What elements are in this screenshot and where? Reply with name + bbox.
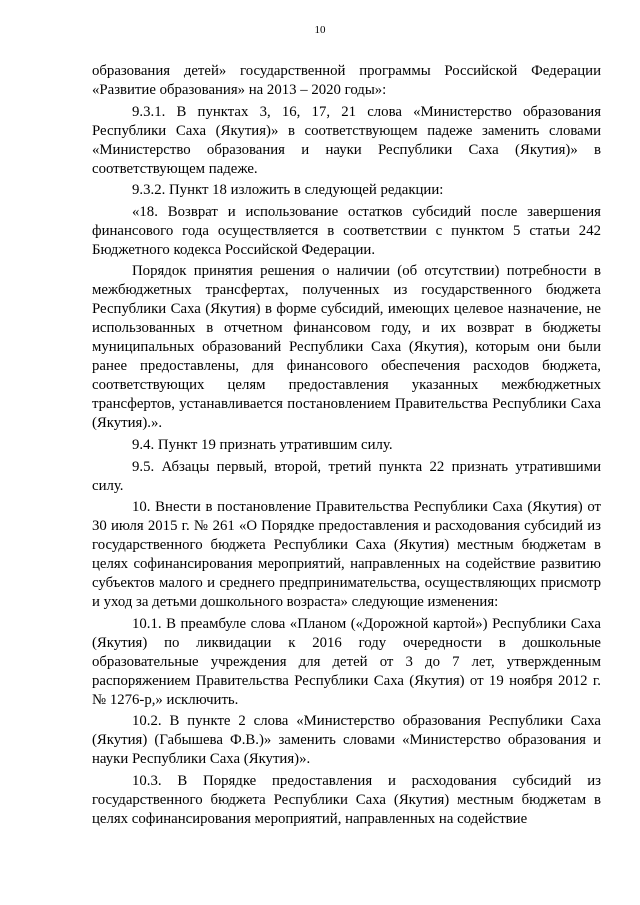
paragraph: «18. Возврат и использование остатков субсидий после завершения финансового года осуществляется в соответствии с пунктом 5 статьи 242 Бюджетного кодекса Российской Федерации. bbox=[92, 203, 601, 258]
paragraph: 10.1. В преамбуле слова «Планом («Дорожной картой») Республики Саха (Якутия) по ликвидации к 2016 году очередности в дошкольные образовательные учреждения для детей от 3 до 7 лет, утвержденным распоряжением Правительства Республики Саха (Якутия) от 19 ноября 2012 г. № 1276-р,» исключить. bbox=[92, 615, 601, 708]
paragraph: 9.3.1. В пунктах 3, 16, 17, 21 слова «Министерство образования Республики Саха (Якутия)» в соответствующем падеже заменить словами «Министерство образования и науки Республики Саха (Якутия)» в соответствующем падеже. bbox=[92, 103, 601, 177]
paragraph: 9.5. Абзацы первый, второй, третий пункта 22 признать утратившими силу. bbox=[92, 458, 601, 494]
paragraph: 10.2. В пункте 2 слова «Министерство образования Республики Саха (Якутия) (Габышева Ф.В.)» заменить словами «Министерство образования и науки Республики Саха (Якутия)». bbox=[92, 713, 601, 768]
document-body bbox=[92, 62, 601, 832]
paragraph: 10.3. В Порядке предоставления и расходования субсидий из государственного бюджета Республики Саха (Якутия) местным бюджетам в целях софинансирования мероприятий, направленных на содействие bbox=[92, 772, 601, 827]
page-number: 10 bbox=[314, 24, 326, 36]
paragraph: 10. Внести в постановление Правительства Республики Саха (Якутия) от 30 июля 2015 г. № 261 «О Порядке предоставления и расходования субсидий из государственного бюджета Республики Саха (Якутия) местным бюджетам в целях софинансирования мероприятий, направленных на содействие развитию субъектов малого и среднего предпринимательства, осуществляющих присмотр и уход за детьми дошкольного возраста» следующие изменения: bbox=[92, 499, 601, 611]
paragraph: образования детей» государственной программы Российской Федерации «Развитие образования» на 2013 – 2020 годы»: bbox=[92, 63, 601, 98]
paragraph: Порядок принятия решения о наличии (об отсутствии) потребности в межбюджетных трансфертах, полученных из государственного бюджета Республики Саха (Якутия) в форме субсидий, имеющих целевое назначение, не использованных в отчетном финансовом году, и их возврат в бюджеты муниципальных образований Республики Саха (Якутия), которым они были ранее предоставлены, для финансового обеспечения расходов бюджета, соответствующих целям предоставления указанных межбюджетных трансфертов, устанавливается постановлением Правительства Республики Саха (Якутия).». bbox=[92, 263, 601, 432]
paragraph: 9.4. Пункт 19 признать утратившим силу. bbox=[132, 436, 393, 453]
paragraph: 9.3.2. Пункт 18 изложить в следующей редакции: bbox=[132, 182, 444, 199]
